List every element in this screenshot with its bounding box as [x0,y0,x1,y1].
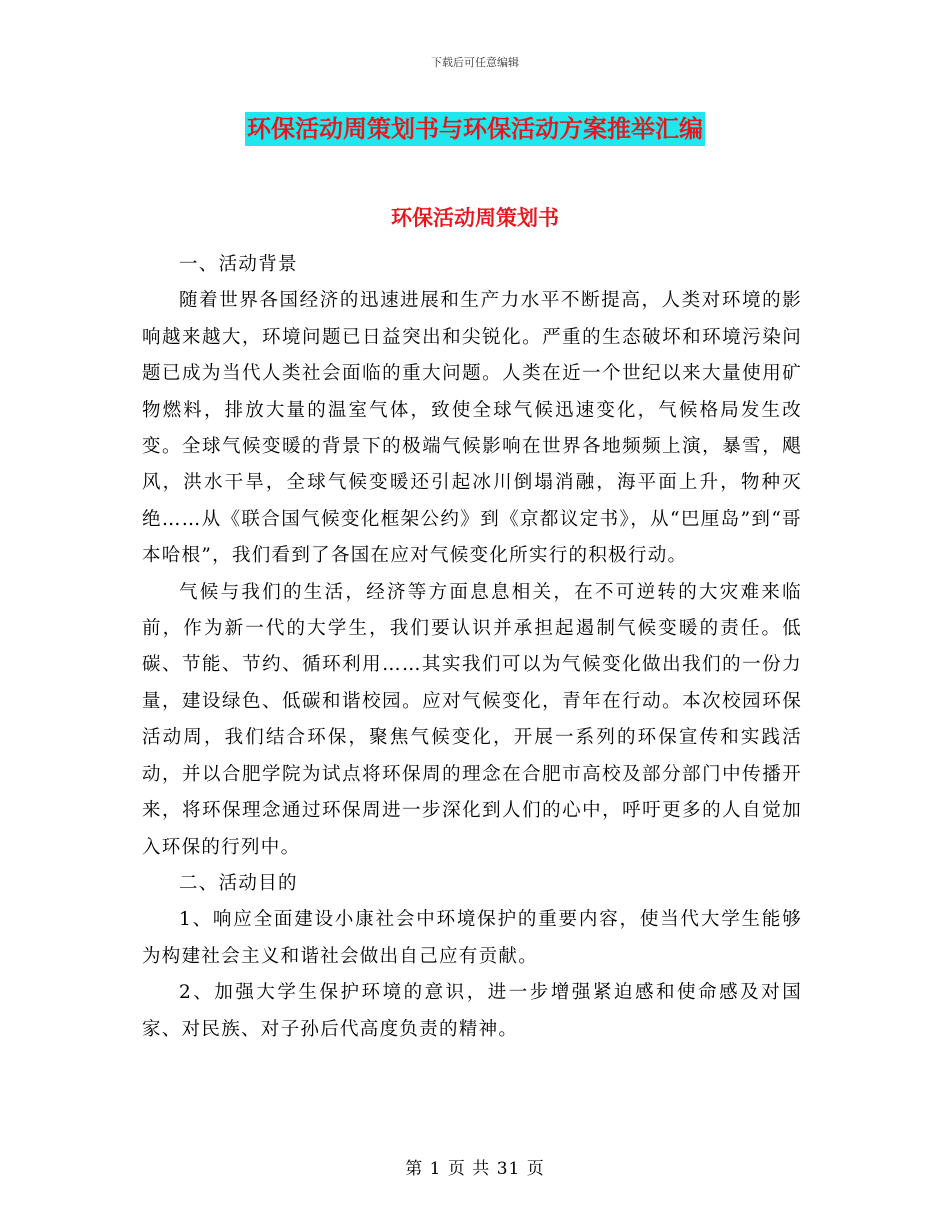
heading-purpose: 二、活动目的 [179,872,298,894]
paragraph-background-2: 气候与我们的生活，经济等方面息息相关，在不可逆转的大灾难来临前，作为新一代的大学生，我们要认识并承担起遏制气候变暖的责任。低碳、节能、节约、循环利用……其实我们可以为气候变化做出我们的一份力量，建设绿色、低碳和谐校园。应对气候变化，青年在行动。本次校园环保活动周，我们结合环保，聚焦气候变化，开展一系列的环保宣传和实践活动，并以合肥学院为试点将环保周的理念在合肥市高校及部分部门中传播开来，将环保理念通过环保周进一步深化到人们的心中，呼吁更多的人自觉加入环保的行列中。 [142,581,802,858]
page-header-note: 下载后可任意编辑 [431,56,519,69]
paragraph-purpose-1: 1、响应全面建设小康社会中环境保护的重要内容，使当代大学生能够为构建社会主义和谐社会做出自己应有贡献。 [142,909,802,967]
main-title: 环保活动周策划书与环保活动方案推举汇编 [245,112,705,146]
document-body [142,247,802,1048]
section-title: 环保活动周策划书 [391,205,559,230]
page-number: 第 1 页 共 31 页 [405,1159,545,1179]
main-title-container [0,112,950,146]
paragraph-background-1: 随着世界各国经济的迅速进展和生产力水平不断提高，人类对环境的影响越来越大，环境问题已日益突出和尖锐化。严重的生态破坏和环境污染问题已成为当代人类社会面临的重大问题。人类在近一个世纪以来大量使用矿物燃料，排放大量的温室气体，致使全球气候迅速变化，气候格局发生改变。全球气候变暖的背景下的极端气候影响在世界各地频频上演，暴雪，飓风，洪水干旱，全球气候变暖还引起冰川倒塌消融，海平面上升，物种灭绝……从《联合国气候变化框架公约》到《京都议定书》，从“巴厘岛”到“哥本哈根”，我们看到了各国在应对气候变化所实行的积极行动。 [142,290,802,567]
heading-background: 一、活动背景 [179,254,298,275]
paragraph-purpose-2: 2、加强大学生保护环境的意识，进一步增强紧迫感和使命感及对国家、对民族、对子孙后代高度负责的精神。 [142,982,802,1040]
